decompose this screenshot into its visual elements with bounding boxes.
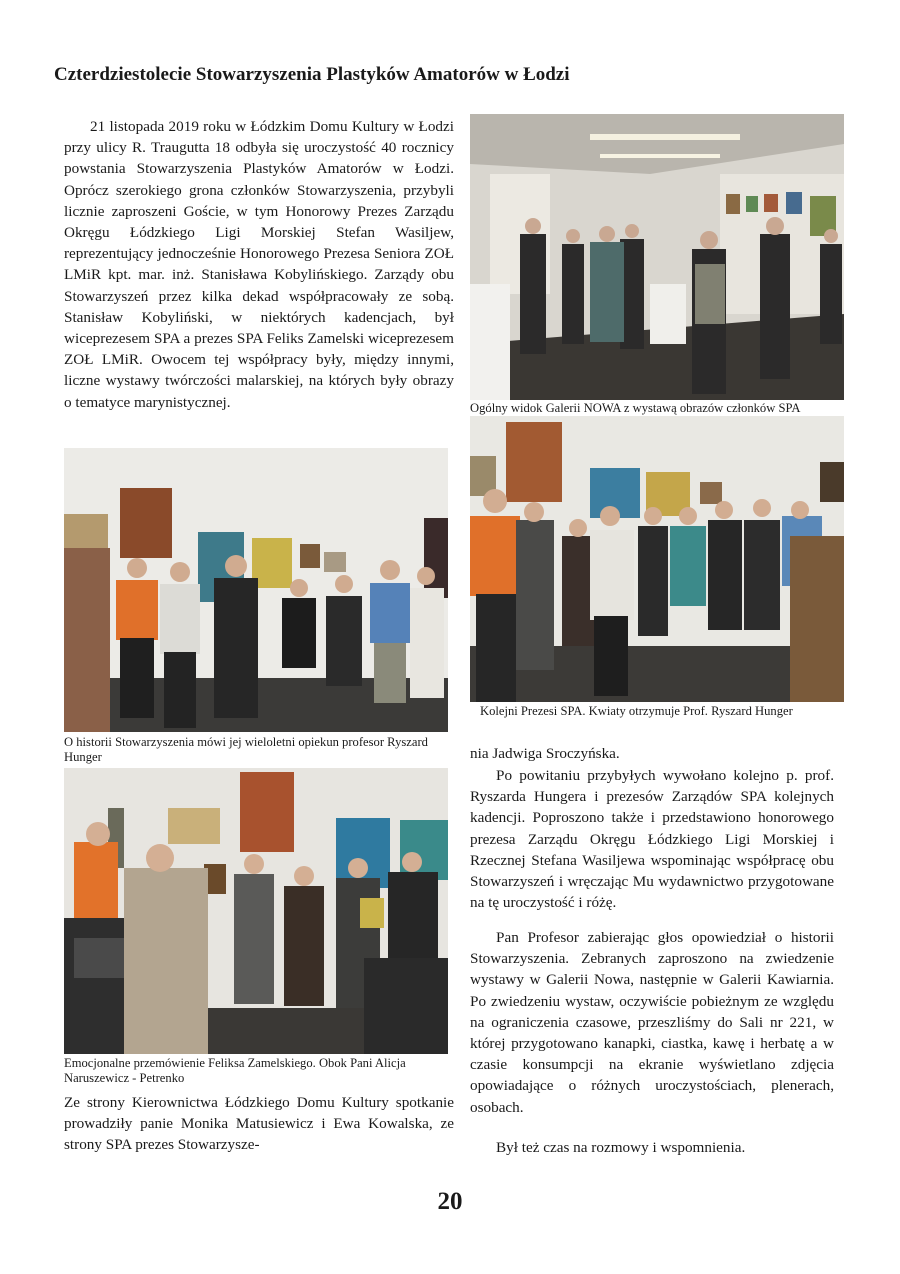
article-title: Czterdziestolecie Stowarzyszenia Plastyków Amatorów w Łodzi bbox=[54, 64, 570, 85]
caption-photo-presidents: Kolejni Prezesi SPA. Kwiaty otrzymuje Prof. Ryszard Hunger bbox=[480, 704, 793, 718]
photo-presidents bbox=[470, 416, 844, 702]
caption-photo-zamelski-speech: Emocjonalne przemówienie Feliksa Zamelskiego. Obok Pani Alicja Naruszewicz - Petrenko bbox=[64, 1056, 406, 1085]
article-paragraph-welcome: Po powitaniu przybyłych wywołano kolejno p. prof. Ryszarda Hungera i prezesów Zarządów SPA kolejnych kadencji. Poproszono także i przedstawiono honorowego prezesa Zarządu Okręgu Łódzkiego Ligi Morskiej i Rzecznej Stefana Wasiljewa wspominając współpracę obu Stowarzyszeń i wręczając Mu wydawnictwo przygotowane na tę uroczystość i różę. bbox=[470, 767, 834, 912]
article-paragraph-closing: Był też czas na rozmowy i wspomnienia. bbox=[496, 1139, 746, 1156]
photo-zamelski-speech bbox=[64, 768, 448, 1054]
article-paragraph-intro: 21 listopada 2019 roku w Łódzkim Domu Kultury w Łodzi przy ulicy R. Traugutta 18 odbyła się uroczystość 40 rocznicy powstania Stowarzyszenia Plastyków Amatorów w Łodzi. Oprócz szerokiego grona członków Stowarzyszenia, przybyli licznie zaproszeni Goście, w tym Honorowy Prezes Zarządu Okręgu Łódzkiego Ligi Morskiej Stefan Wasiljew, reprezentujący jednocześnie Honorowego Prezesa Seniora ZOŁ LMiR kpt. mar. inż. Stanisława Kobylińskiego. Zarządy obu Stowarzyszeń przez kilka dekad współpracowały ze sobą. Stanisław Kobyliński, w niektórych kadencjach, był wiceprezesem SPA a prezes SPA Feliks Zamelski wiceprezesem ZOŁ LMiR. Owocem tej współpracy były, między innymi, liczne wystawy twórczości malarskiej, na których były obrazy o tematyce marynistycznej. bbox=[64, 118, 454, 411]
caption-photo-gallery-overview: Ogólny widok Galerii NOWA z wystawą obrazów członków SPA bbox=[470, 401, 801, 415]
photo-gallery-overview bbox=[470, 114, 844, 400]
caption-photo-professor-speaking: O historii Stowarzyszenia mówi jej wieloletni opiekun profesor Ryszard Hunger bbox=[64, 735, 428, 764]
photo-professor-speaking bbox=[64, 448, 448, 732]
page-number: 20 bbox=[437, 1188, 463, 1215]
article-paragraph-history: Pan Profesor zabierając głos opowiedział o historii Stowarzyszenia. Zebranych zaproszono na zwiedzenie wystawy w Galerii Nowa, następnie w Galerii Kawiarnia. Po zwiedzeniu wystaw, oczywiście pobieżnym ze względu na ograniczenia czasowe, przeszliśmy do Sali nr 221, w której przygotowano kanapki, ciastka, kawę i herbatę a w czasie konsumpcji na ekranie wyświetlano zdjęcia opowiadające o różnych uroczystościach, plenerach, osobach. bbox=[470, 929, 834, 1116]
article-paragraph-continuation: nia Jadwiga Sroczyńska. bbox=[470, 745, 620, 762]
article-paragraph-hosts: Ze strony Kierownictwa Łódzkiego Domu Kultury spotkanie prowadziły panie Monika Matusiewicz i Ewa Kowalska, ze strony SPA prezes Stowarzysze- bbox=[64, 1094, 454, 1154]
